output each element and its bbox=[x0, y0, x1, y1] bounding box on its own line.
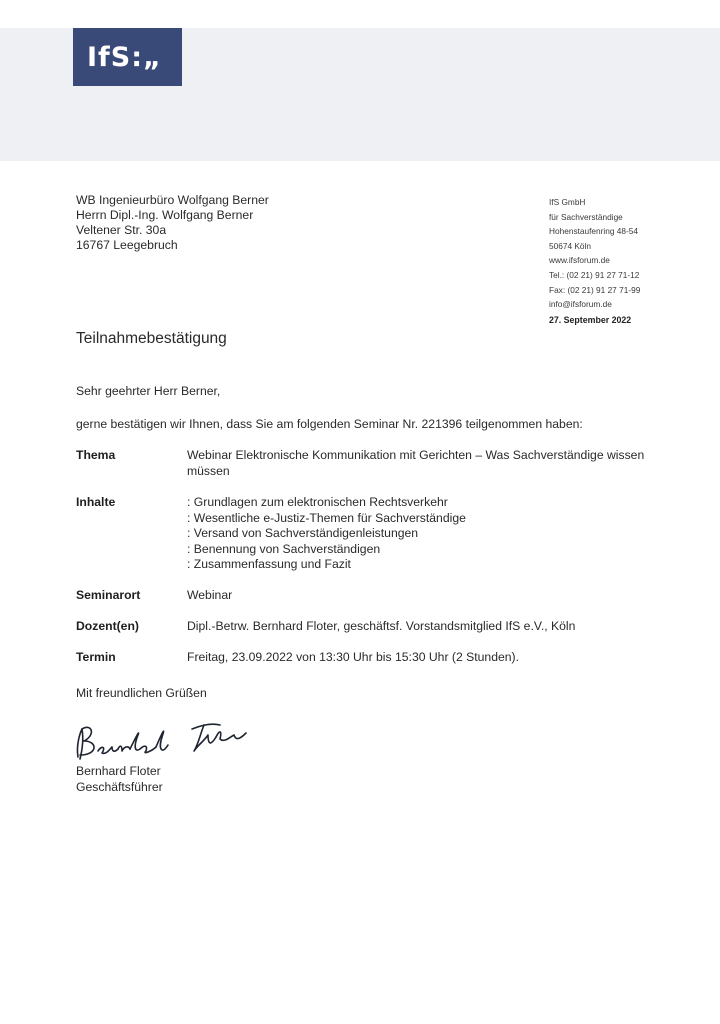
sender-line: IfS GmbH bbox=[549, 197, 586, 207]
sender-fax: Fax: (02 21) 91 27 71-99 bbox=[549, 284, 641, 295]
topic-value bbox=[187, 448, 657, 479]
sender-email: info@ifsforum.de bbox=[549, 299, 612, 310]
intro-text: gerne bestätigen wir Ihnen, dass Sie am folgenden Seminar Nr. 221396 teilgenommen haben: bbox=[76, 417, 583, 431]
sender-line: Hohenstaufenring 48-54 bbox=[549, 226, 639, 237]
salutation: Sehr geehrter Herr Berner, bbox=[76, 384, 221, 398]
sender-phone: Tel.: (02 21) 91 27 71-12 bbox=[549, 269, 640, 280]
document-title: Teilnahmebestätigung bbox=[76, 330, 227, 347]
contents-list bbox=[187, 495, 466, 573]
lecturer-value: Dipl.-Betrw. Bernhard Floter, geschäftsf. Vorstandsmitglied IfS e.V., Köln bbox=[187, 619, 576, 633]
lecturer-label: Dozent(en) bbox=[76, 619, 139, 633]
list-item: : Wesentliche e-Justiz-Themen für Sachverständige bbox=[187, 511, 466, 527]
list-item: : Zusammenfassung und Fazit bbox=[187, 557, 466, 573]
list-item: : Benennung von Sachverständigen bbox=[187, 542, 466, 558]
recipient-line: WB Ingenieurbüro Wolfgang Berner bbox=[76, 193, 269, 207]
recipient-line: Herrn Dipl.-Ing. Wolfgang Berner bbox=[76, 208, 254, 222]
sender-info bbox=[549, 195, 640, 327]
topic-label: Thema bbox=[76, 448, 116, 462]
signer-block bbox=[76, 764, 163, 795]
list-item: : Versand von Sachverständigenleistungen bbox=[187, 526, 466, 542]
date-label: Termin bbox=[76, 650, 116, 664]
signer-role: Geschäftsführer bbox=[76, 779, 163, 794]
contents-label: Inhalte bbox=[76, 495, 116, 509]
recipient-address bbox=[76, 193, 269, 253]
sender-website: www.ifsforum.de bbox=[549, 255, 610, 266]
company-logo bbox=[73, 28, 182, 86]
recipient-line: Veltener Str. 30a bbox=[76, 223, 167, 237]
sender-line: für Sachverständige bbox=[549, 211, 623, 222]
letter-date: 27. September 2022 bbox=[549, 314, 632, 325]
handwritten-signature bbox=[70, 715, 250, 765]
location-value: Webinar bbox=[187, 588, 233, 602]
list-item: : Grundlagen zum elektronischen Rechtsverkehr bbox=[187, 495, 466, 511]
logo-text: IfS:„ bbox=[87, 41, 162, 73]
recipient-line: 16767 Leegebruch bbox=[76, 238, 178, 252]
sender-line: 50674 Köln bbox=[549, 240, 591, 251]
topic-line: Webinar Elektronische Kommunikation mit Gerichten – Was Sachverständige wissen bbox=[187, 448, 645, 462]
date-value: Freitag, 23.09.2022 von 13:30 Uhr bis 15:30 Uhr (2 Stunden). bbox=[187, 650, 519, 664]
location-label: Seminarort bbox=[76, 588, 141, 602]
topic-line: müssen bbox=[187, 463, 230, 478]
closing: Mit freundlichen Grüßen bbox=[76, 686, 207, 700]
signer-name: Bernhard Floter bbox=[76, 764, 161, 778]
